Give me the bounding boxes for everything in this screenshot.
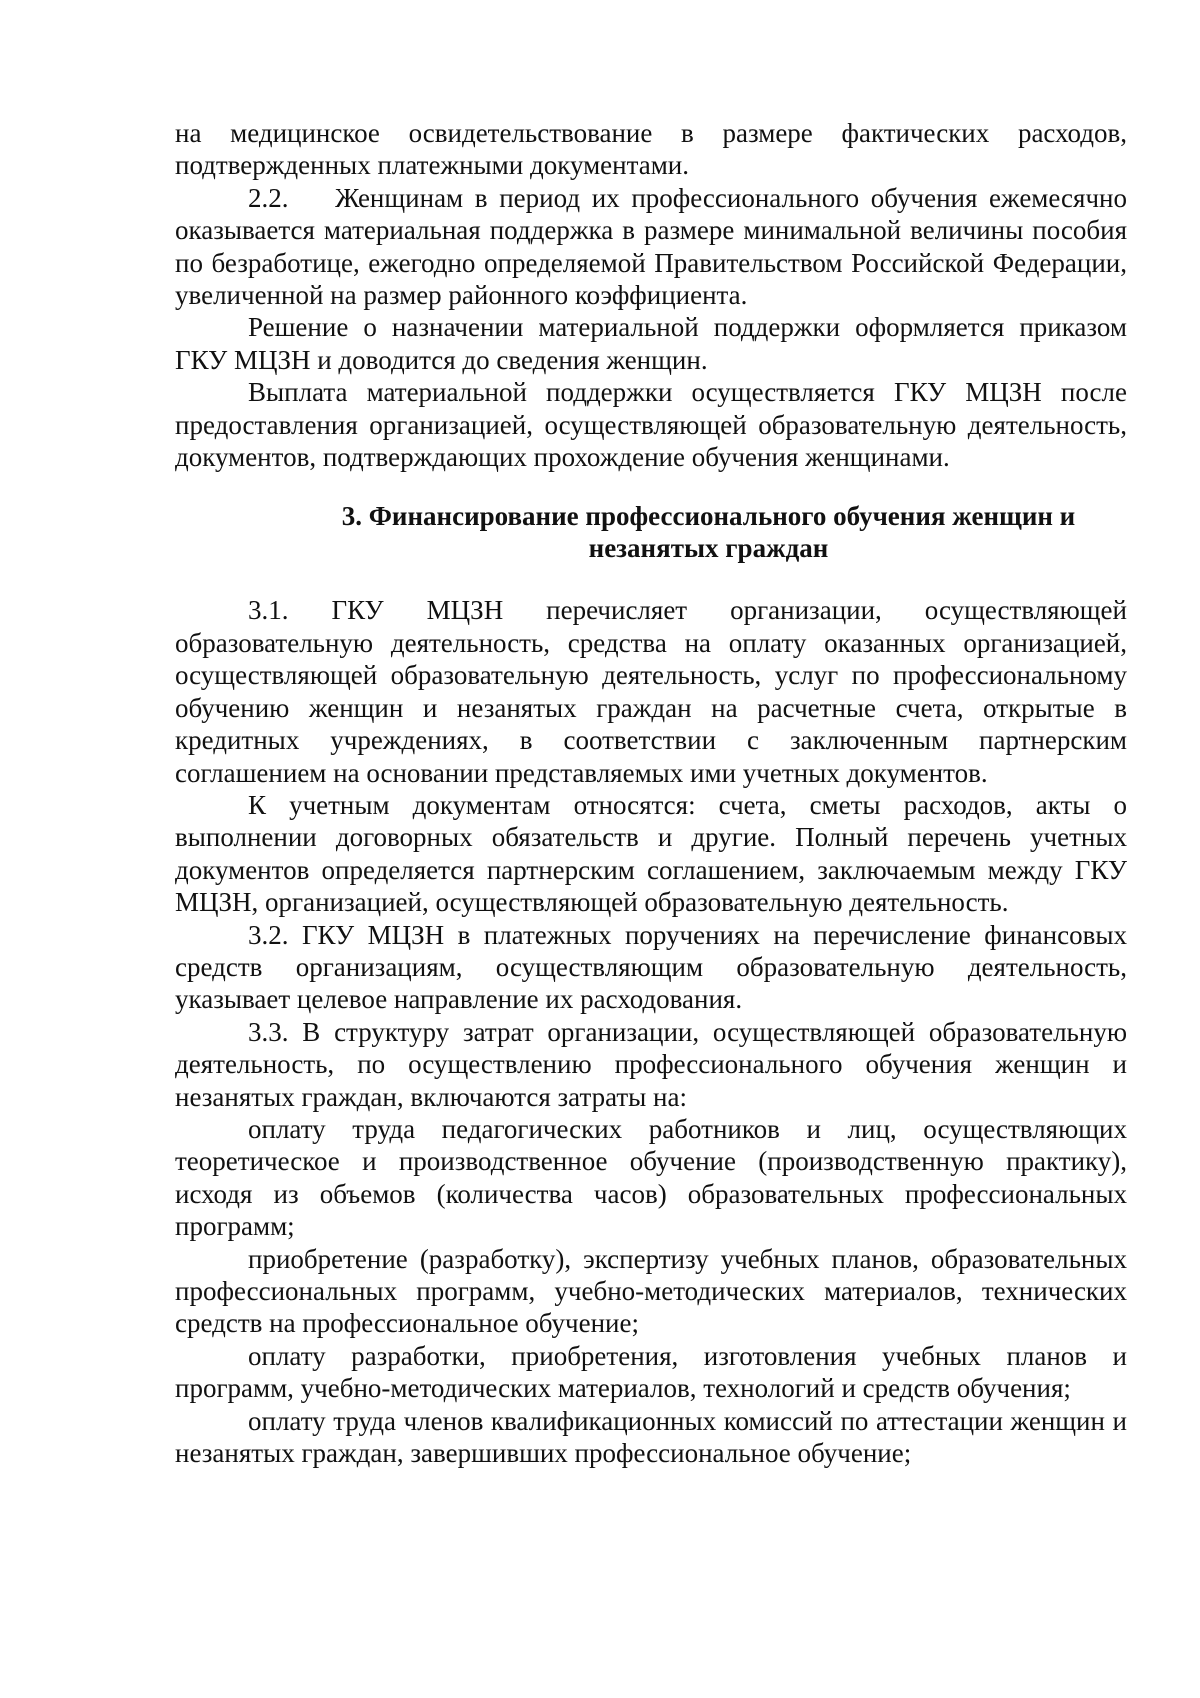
paragraph-2-2: 2.2. Женщинам в период их профессионального обучения ежемесячно оказывается материальная поддержка в размере минимальной величины пособия по безработице, ежегодно определяемой Правительством Российской Федерации, увеличенной на размер районного коэффициента. <box>175 182 1127 311</box>
paragraph-3-2: 3.2. ГКУ МЦЗН в платежных поручениях на перечисление финансовых средств организациям, осуществляющим образовательную деятельность, указывает целевое направление их расходования. <box>175 919 1127 1015</box>
paragraph-documents: К учетным документам относятся: счета, сметы расходов, акты о выполнении договорных обязательств и другие. Полный перечень учетных документов определяется партнерским соглашением, заключаемым между ГКУ МЦЗН, организацией, осуществляющей образовательную деятельность. <box>175 789 1127 918</box>
list-item-development: оплату разработки, приобретения, изготовления учебных планов и программ, учебно-методических материалов, технологий и средств обучения; <box>175 1340 1127 1404</box>
paragraph-continuation: на медицинское освидетельствование в размере фактических расходов, подтвержденных платежными документами. <box>175 118 1127 181</box>
paragraph-3-1: 3.1. ГКУ МЦЗН перечисляет организации, осуществляющей образовательную деятельность, средства на оплату оказанных организацией, осуществляющей образовательную деятельность, услуг по профессиональному обучению женщин и незанятых граждан на расчетные счета, открытые в кредитных учреждениях, в соответствии с заключенным партнерским соглашением на основании представляемых ими учетных документов. <box>175 595 1127 788</box>
list-item-commission: оплату труда членов квалификационных комиссий по аттестации женщин и незанятых граждан, завершивших профессиональное обучение; <box>175 1405 1127 1469</box>
list-item-acquisition: приобретение (разработку), экспертизу учебных планов, образовательных профессиональных программ, учебно-методических материалов, технических средств на профессиональное обучение; <box>175 1243 1127 1339</box>
paragraph-decision: Решение о назначении материальной поддержки оформляется приказом ГКУ МЦЗН и доводится до сведения женщин. <box>175 312 1127 375</box>
section-body <box>175 594 1127 1469</box>
paragraph-3-3: 3.3. В структуру затрат организации, осуществляющей образовательную деятельность, по осуществлению профессионального обучения женщин и незанятых граждан, включаются затраты на: <box>175 1016 1127 1112</box>
list-item-salary: оплату труда педагогических работников и лиц, осуществляющих теоретическое и производственное обучение (производственную практику), исходя из объемов (количества часов) образовательных профессиональных программ; <box>175 1113 1127 1242</box>
document-page <box>175 117 1127 1469</box>
section-heading: 3. Финансирование профессионального обучения женщин и незанятых граждан <box>341 501 1076 564</box>
paragraph-payment: Выплата материальной поддержки осуществляется ГКУ МЦЗН после предоставления организацией, осуществляющей образовательную деятельность, документов, подтверждающих прохождение обучения женщинами. <box>175 377 1127 473</box>
